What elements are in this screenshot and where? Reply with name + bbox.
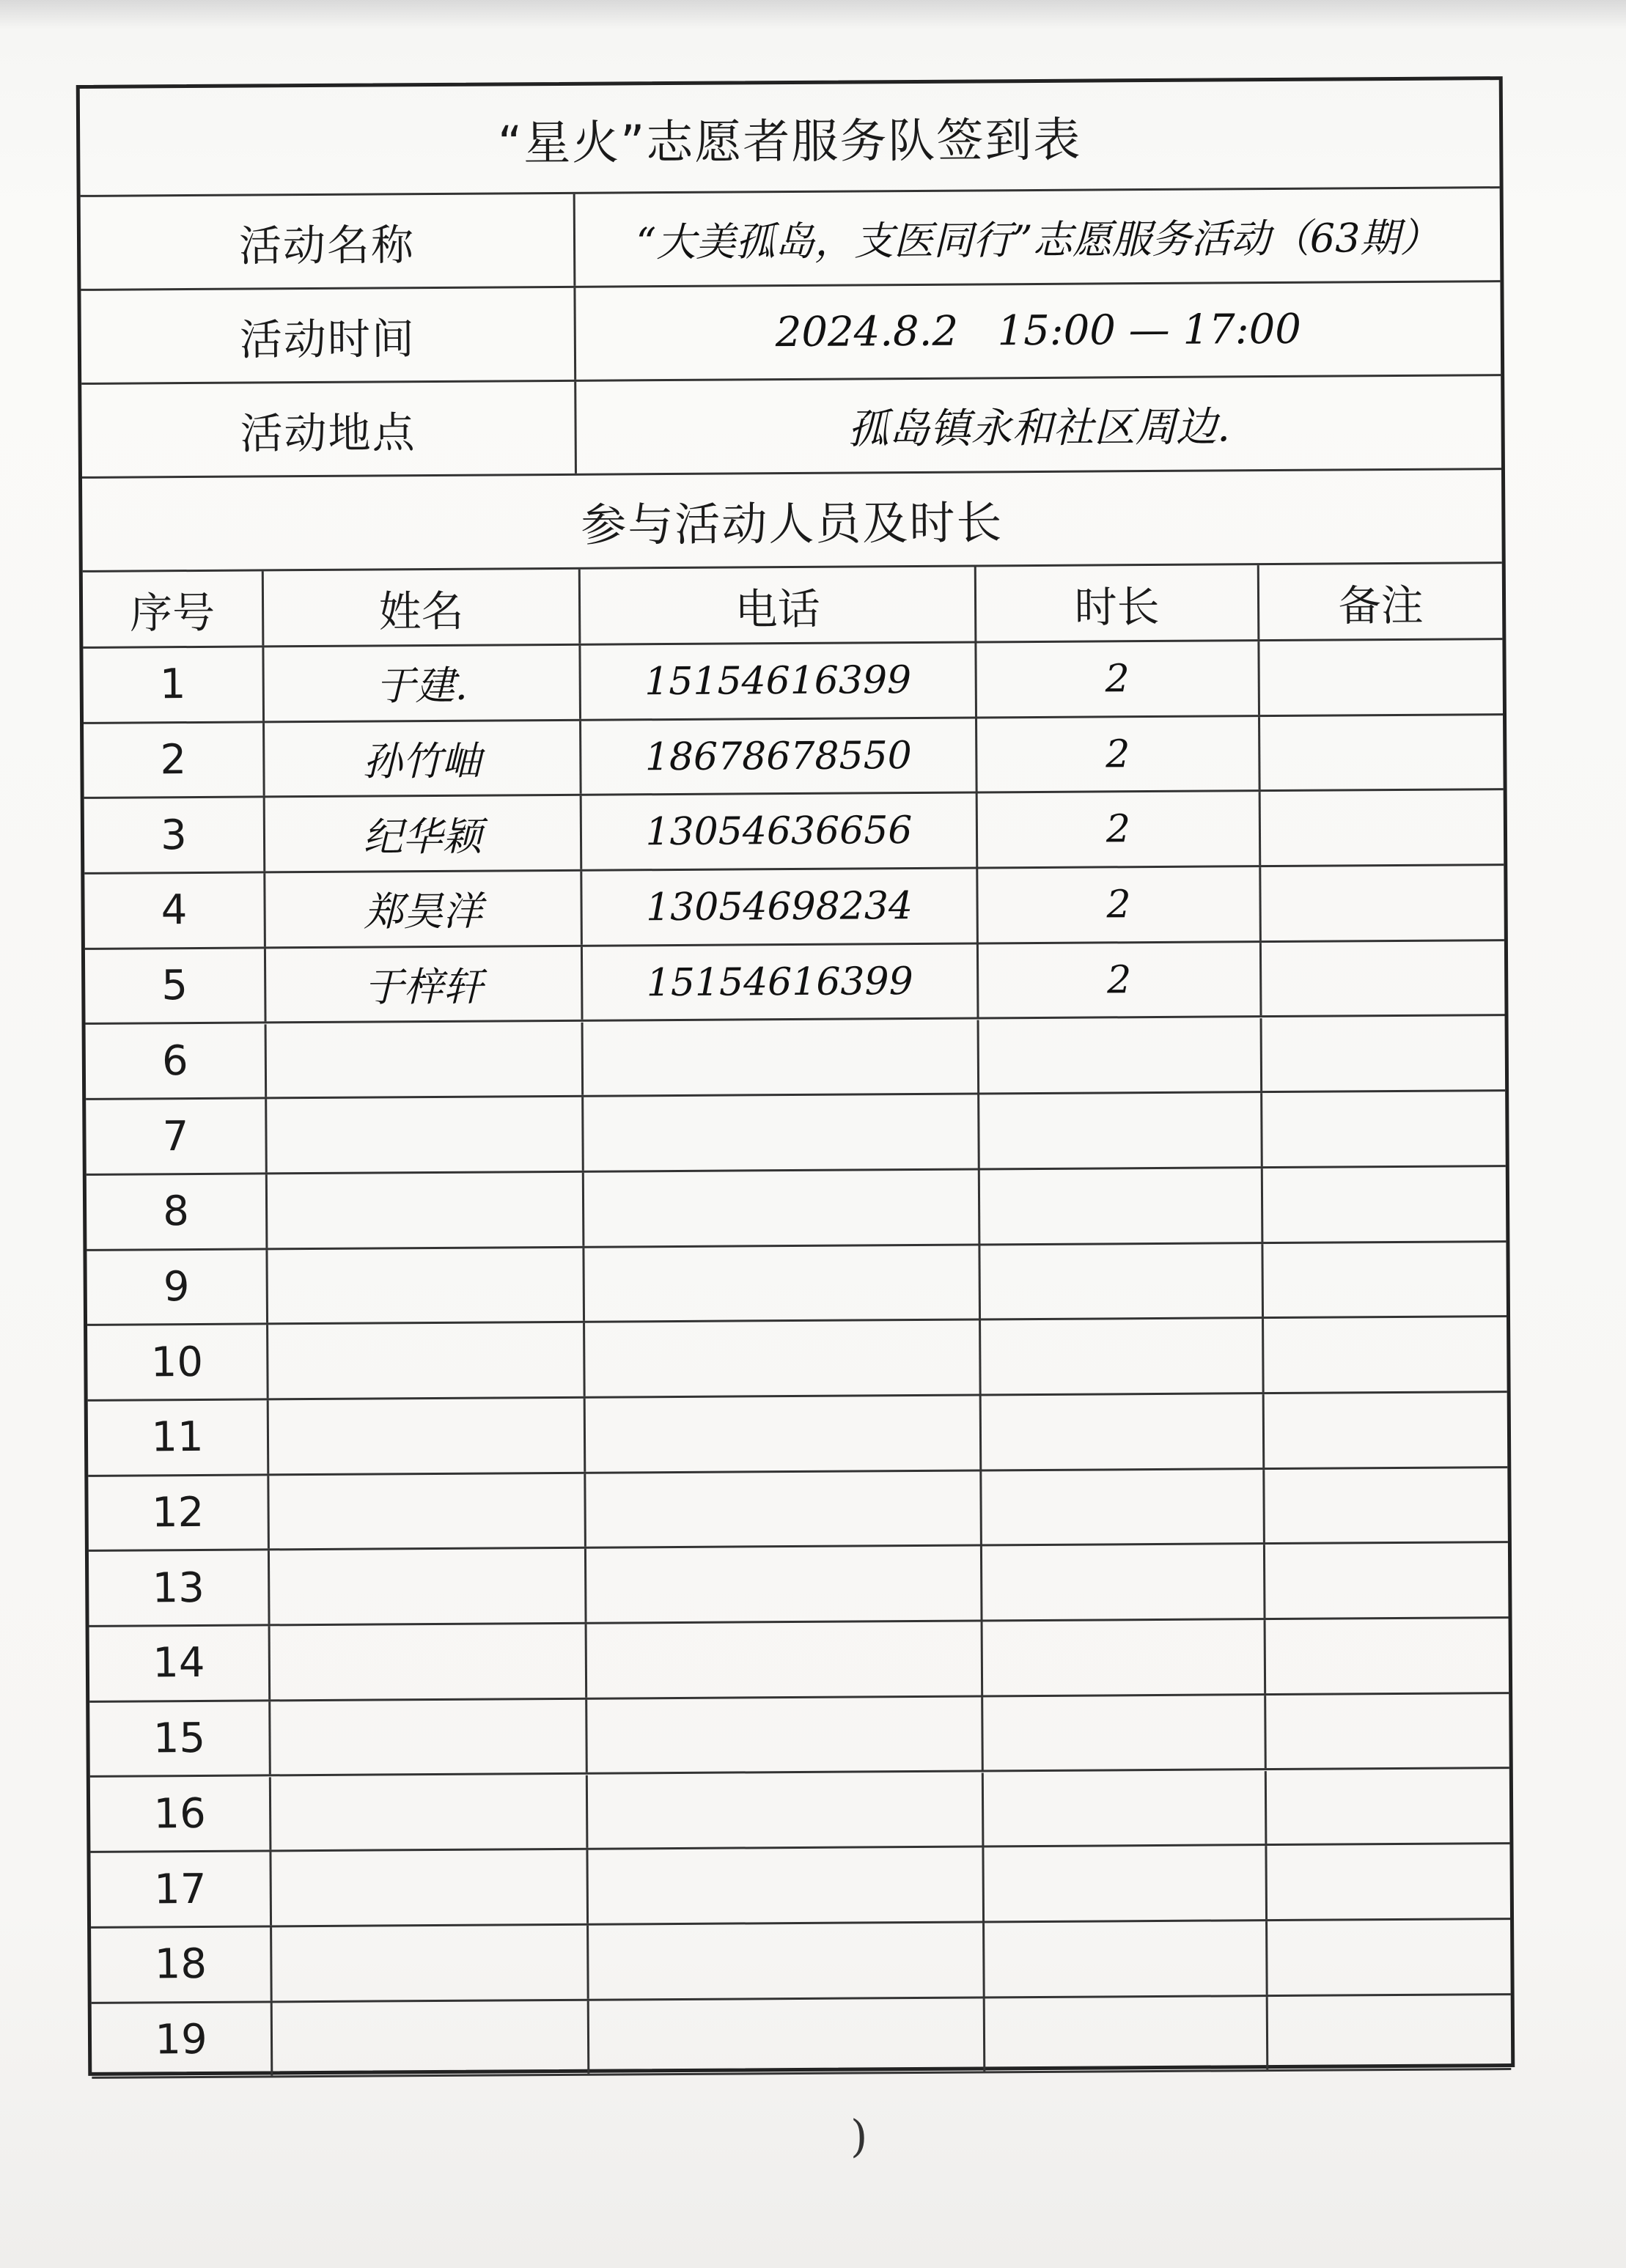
row-phone-cell: 15154616399 (578, 643, 975, 718)
row-number-cell: 17 (153, 1865, 207, 1913)
row-phone-cell (585, 1697, 982, 1772)
activity-place-value: 孤岛镇永和社区周边. (574, 376, 1501, 474)
row-name-cell (265, 1248, 583, 1322)
row-hours-cell (979, 1470, 1263, 1544)
row-phone-cell: 13054698234 (580, 869, 976, 945)
row-phone-cell (587, 1998, 984, 2074)
row-hours-cell (977, 1018, 1261, 1093)
row-note-cell (1261, 1167, 1507, 1242)
title-row (80, 80, 1500, 197)
row-number-cell: 8 (163, 1188, 190, 1236)
row-number-cell: 18 (154, 1940, 207, 1989)
row-name-cell: 于建. (262, 646, 579, 721)
activity-time-row (81, 282, 1501, 385)
row-phone-cell (586, 1923, 983, 1998)
col-header-no: 序号 (129, 587, 216, 638)
row-note-cell (1260, 1091, 1506, 1166)
row-name-cell (265, 1097, 582, 1172)
row-phone-cell (586, 1848, 982, 1923)
col-header-note: 备注 (1257, 564, 1503, 639)
footer-mark: ) (850, 2111, 868, 2162)
row-number-cell: 1 (159, 660, 186, 709)
row-phone-cell (582, 1245, 979, 1321)
row-name-cell (268, 1624, 586, 1699)
row-number-cell: 9 (163, 1262, 190, 1311)
activity-time-label: 活动时间 (239, 313, 416, 365)
row-hours-cell (982, 1771, 1265, 1846)
row-note-cell (1265, 1770, 1510, 1844)
row-number-cell: 3 (160, 811, 187, 860)
table-row (83, 640, 1503, 724)
row-hours-cell (980, 1545, 1264, 1620)
row-phone-cell (584, 1471, 980, 1547)
row-hours-cell: 2 (976, 792, 1259, 867)
row-phone-cell (584, 1547, 981, 1622)
table-row (89, 1619, 1509, 1703)
col-header-hours: 时长 (974, 565, 1258, 641)
row-phone-cell: 13054636656 (580, 794, 976, 869)
table-row (89, 1694, 1509, 1778)
row-note-cell (1258, 715, 1504, 790)
row-name-cell (265, 1173, 583, 1248)
table-row (87, 1167, 1507, 1251)
row-hours-cell (977, 1093, 1261, 1168)
table-row (91, 1920, 1511, 2004)
row-name-cell (271, 2000, 588, 2075)
activity-time-value: 2024.8.2 15:00 — 17:00 (573, 282, 1501, 380)
row-hours-cell: 2 (974, 641, 1258, 716)
row-note-cell (1259, 866, 1504, 940)
row-number-cell: 7 (162, 1112, 189, 1160)
row-number-cell: 19 (155, 2015, 207, 2064)
row-hours-cell (982, 1846, 1265, 1921)
row-phone-cell (581, 1095, 978, 1171)
row-hours-cell: 2 (976, 867, 1259, 942)
row-hours-cell (979, 1394, 1263, 1469)
row-phone-cell (582, 1170, 979, 1245)
row-note-cell (1263, 1543, 1509, 1618)
row-number-cell: 6 (161, 1037, 188, 1086)
row-note-cell (1266, 1995, 1512, 2070)
row-note-cell (1262, 1393, 1508, 1468)
table-row (92, 1995, 1512, 2080)
row-phone-cell (585, 1622, 982, 1698)
activity-place-row (81, 376, 1501, 479)
row-number-cell: 10 (150, 1338, 204, 1387)
table-row (85, 941, 1505, 1026)
table-row (86, 1017, 1506, 1101)
row-name-cell (269, 1850, 586, 1925)
activity-name-label: 活动名称 (238, 219, 416, 271)
table-row (87, 1317, 1507, 1402)
table-row (88, 1393, 1508, 1477)
row-name-cell (270, 1926, 587, 2000)
row-phone-cell (586, 1772, 982, 1848)
row-name-cell (268, 1700, 586, 1775)
row-number-cell: 11 (151, 1413, 204, 1462)
table-row (89, 1543, 1509, 1627)
row-name-cell (268, 1549, 585, 1624)
table-row (88, 1468, 1508, 1553)
row-name-cell (266, 1323, 584, 1398)
row-hours-cell (981, 1696, 1265, 1770)
activity-name-row (81, 188, 1501, 291)
column-header-row (83, 564, 1503, 649)
row-phone-cell (584, 1396, 980, 1471)
row-note-cell (1264, 1694, 1509, 1769)
row-note-cell (1264, 1619, 1509, 1693)
activity-place-label: 活动地点 (240, 407, 416, 459)
row-hours-cell: 2 (975, 717, 1259, 792)
row-number-cell: 5 (161, 962, 188, 1010)
section-title-row (82, 470, 1502, 572)
row-number-cell: 2 (160, 736, 187, 784)
row-phone-cell: 18678678550 (579, 718, 976, 794)
row-name-cell (267, 1473, 584, 1548)
row-hours-cell (981, 1620, 1265, 1695)
row-name-cell (267, 1399, 584, 1473)
table-row (84, 715, 1504, 800)
row-hours-cell (979, 1319, 1262, 1393)
row-note-cell (1259, 941, 1505, 1016)
row-note-cell (1265, 1844, 1510, 1919)
row-number-cell: 16 (153, 1789, 206, 1838)
row-name-cell: 郑昊洋 (263, 872, 581, 946)
row-phone-cell (583, 1321, 979, 1396)
table-row (90, 1770, 1510, 1854)
row-number-cell: 13 (152, 1564, 205, 1613)
row-hours-cell (978, 1244, 1262, 1319)
activity-name-value: “大美孤岛，支医同行”志愿服务活动（63期） (573, 188, 1501, 286)
row-note-cell (1265, 1920, 1511, 1995)
row-note-cell (1257, 640, 1503, 715)
row-number-cell: 15 (152, 1715, 206, 1763)
row-number-cell: 12 (151, 1488, 205, 1537)
sign-in-sheet (76, 76, 1515, 2076)
row-phone-cell (581, 1020, 978, 1095)
sheet-title: “星火”志愿者服务队签到表 (497, 113, 1082, 171)
row-hours-cell (978, 1168, 1262, 1243)
row-note-cell (1262, 1468, 1508, 1543)
row-hours-cell (983, 1997, 1267, 2072)
row-number-cell: 14 (152, 1639, 205, 1687)
row-hours-cell: 2 (976, 943, 1260, 1017)
table-row (86, 1091, 1506, 1176)
row-note-cell (1262, 1317, 1507, 1392)
row-phone-cell: 15154616399 (581, 944, 977, 1020)
row-note-cell (1259, 790, 1504, 865)
row-number-cell: 4 (161, 886, 188, 935)
table-row (87, 1242, 1507, 1327)
row-name-cell: 孙竹岫 (262, 721, 580, 795)
col-header-phone: 电话 (578, 567, 975, 643)
row-note-cell (1261, 1242, 1507, 1317)
row-hours-cell (982, 1921, 1266, 1996)
table-row (84, 790, 1504, 875)
section-title: 参与活动人员及时长 (581, 496, 1004, 552)
table-row (90, 1844, 1510, 1929)
row-name-cell (269, 1775, 586, 1849)
row-name-cell (265, 1022, 582, 1097)
row-name-cell: 纪华颖 (263, 796, 581, 871)
row-name-cell: 于梓轩 (264, 947, 581, 1022)
table-row (84, 866, 1504, 950)
col-header-name: 姓名 (262, 570, 579, 646)
row-note-cell (1260, 1017, 1506, 1091)
